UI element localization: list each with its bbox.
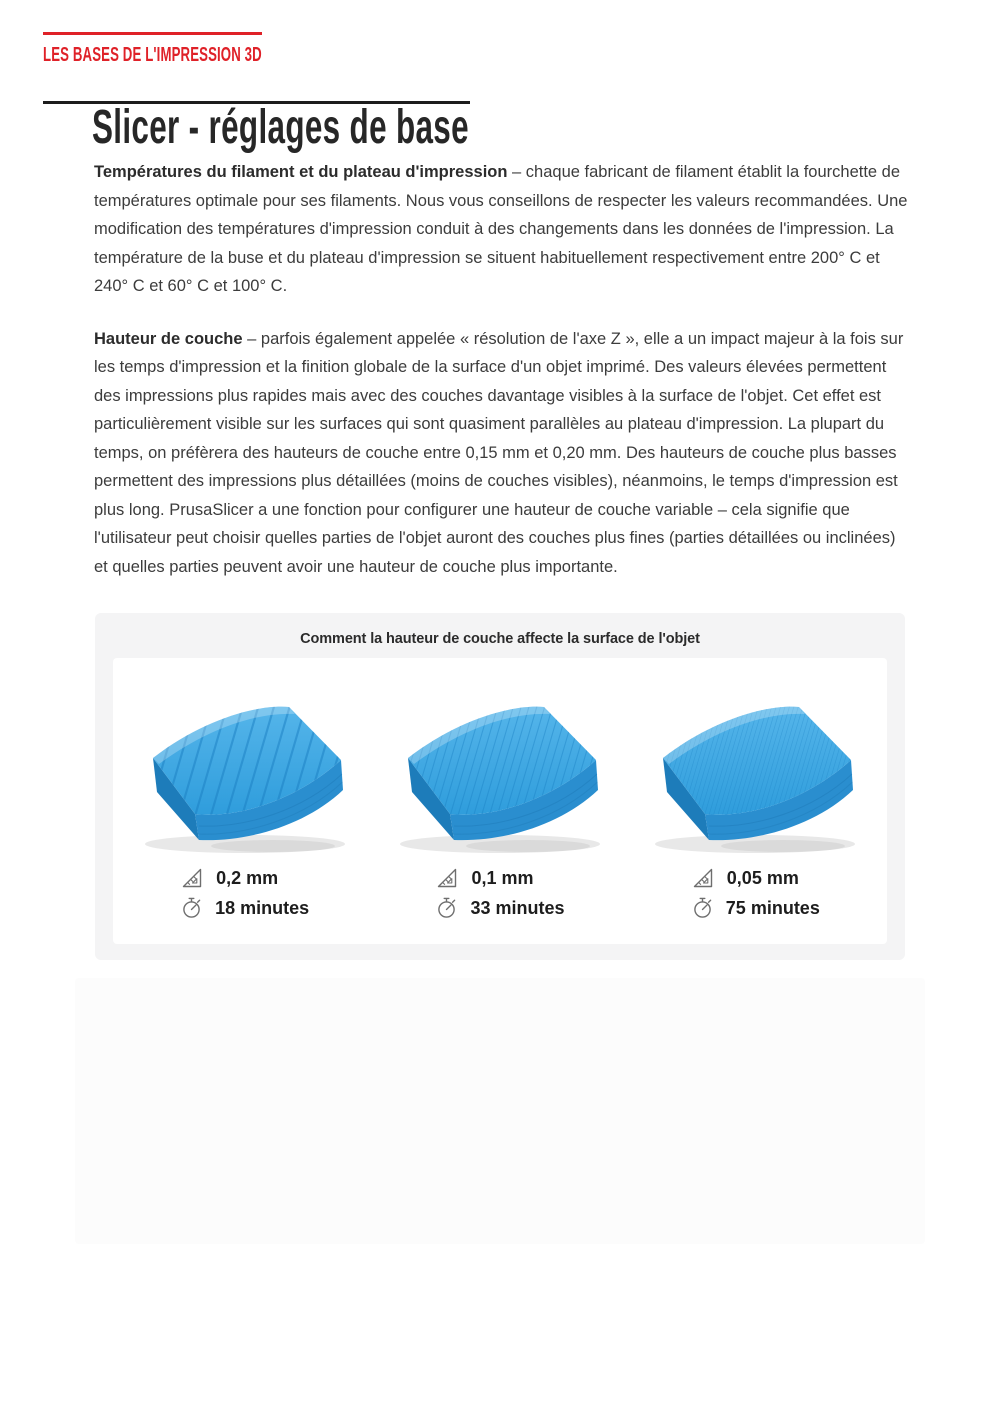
print-time-value: 33 minutes [470, 897, 565, 918]
paragraph-text: – chaque fabricant de filament établit la fourchette de températures optimale pour ses filaments. Nous vous conseillons de respecter les valeurs recommandées. Une modification des températures d'impression conduit à des changements dans les données de l'impression. La température de la buse et du plateau d'impression se situent habituellement respectivement entre 200° C et 240° C et 60° C et 100° C. [94, 163, 908, 295]
paragraph-layer-height [94, 325, 908, 582]
layer-height-row [180, 866, 278, 890]
paragraph-lead: Hauteur de couche [94, 329, 243, 348]
printed-object-photo-01mm [378, 666, 622, 864]
stopwatch-icon [691, 895, 714, 920]
sample-labels [691, 866, 820, 920]
figure-card [113, 658, 887, 944]
print-time-value: 75 minutes [725, 897, 820, 918]
layer-height-value: 0,05 mm [726, 868, 799, 888]
layer-height-row [691, 866, 799, 890]
layer-height-value: 0,1 mm [471, 868, 534, 888]
top-red-rule [43, 32, 262, 35]
sample-column-02mm [117, 666, 372, 920]
ruler-icon [435, 866, 459, 890]
sample-column-01mm [372, 666, 627, 920]
body-copy [94, 158, 908, 605]
printed-object-photo-02mm [123, 666, 367, 864]
print-time-value: 18 minutes [215, 897, 310, 918]
stopwatch-icon [435, 895, 458, 920]
layer-height-figure [95, 613, 905, 960]
print-time-row [435, 895, 564, 920]
page-title: Slicer - réglages de base [92, 101, 469, 154]
print-time-row [180, 895, 309, 920]
ruler-icon [180, 866, 204, 890]
layer-height-value: 0,2 mm [216, 868, 279, 888]
paragraph-temperatures [94, 158, 908, 301]
printed-object-photo-005mm [633, 666, 877, 864]
figure-caption: Comment la hauteur de couche affecte la surface de l'objet [300, 631, 700, 647]
stopwatch-icon [180, 895, 203, 920]
ruler-icon [691, 866, 715, 890]
sample-labels [435, 866, 564, 920]
chapter-kicker: LES BASES DE L'IMPRESSION 3D [43, 44, 262, 66]
empty-placeholder-block [75, 978, 925, 1244]
print-time-row [691, 895, 820, 920]
sample-labels [180, 866, 309, 920]
layer-height-row [435, 866, 533, 890]
paragraph-text: – parfois également appelée « résolution de l'axe Z », elle a un impact majeur à la fois sur les temps d'impression et la finition globale de la surface d'un objet imprimé. Des valeurs élevées permettent des impressions plus rapides mais avec des couches davantage visibles à la surface de l'objet. Cet effet est particulièrement visible sur les surfaces qui sont quasiment parallèles au plateau d'impression. La plupart du temps, on préfèrera des hauteurs de couche entre 0,15 mm et 0,20 mm. Des hauteurs de couche plus basses permettent des impressions plus détaillées (moins de couches visibles), néanmoins, le temps d'impression est plus long. PrusaSlicer a une fonction pour configurer une hauteur de couche variable – cela signifie que l'utilisateur peut choisir quelles parties de l'objet auront des couches plus fines (parties détaillées ou inclinées) et quelles parties peuvent avoir une hauteur de couche plus importante. [94, 329, 904, 576]
paragraph-lead: Températures du filament et du plateau d'impression [94, 163, 508, 181]
sample-column-005mm [628, 666, 883, 920]
